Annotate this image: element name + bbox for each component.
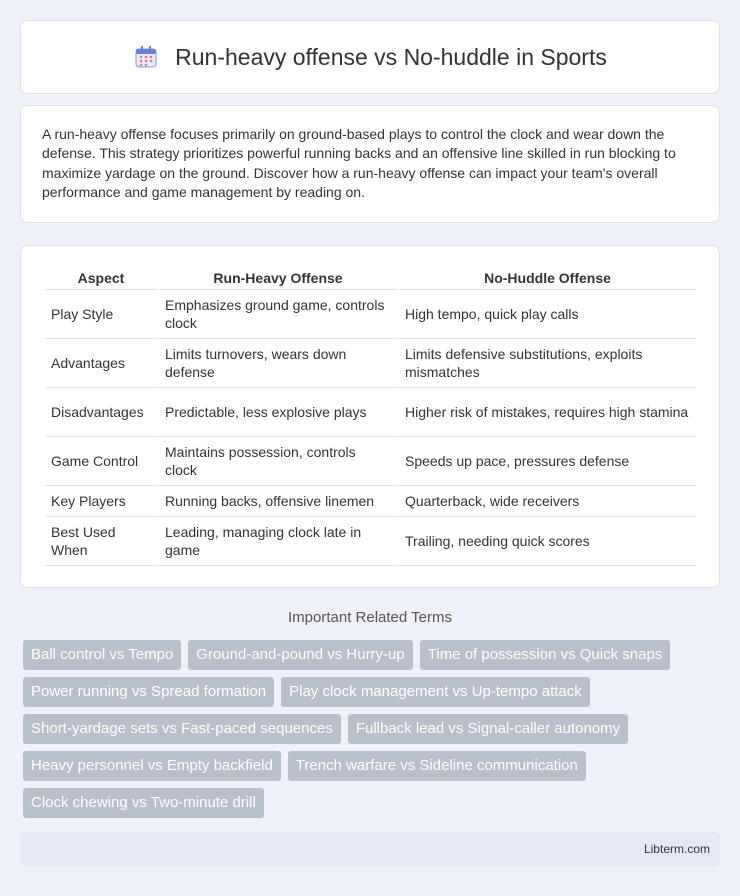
cell-no-huddle: Quarterback, wide receivers [399, 486, 696, 517]
cell-run-heavy: Running backs, offensive linemen [159, 486, 397, 517]
table-header-row [45, 265, 696, 290]
related-terms-title: Important Related Terms [288, 609, 452, 626]
table-row [45, 388, 696, 437]
title-card [20, 20, 720, 94]
related-term-tag[interactable]: Ball control vs Tempo [23, 640, 181, 670]
cell-run-heavy: Emphasizes ground game, controls clock [159, 290, 397, 339]
related-terms-list [23, 640, 723, 825]
cell-run-heavy: Leading, managing clock late in game [159, 517, 397, 566]
footer-site-link[interactable]: Libterm.com [643, 842, 710, 856]
footer [20, 832, 720, 866]
related-term-tag[interactable]: Fullback lead vs Signal-caller autonomy [348, 714, 628, 744]
header-no-huddle: No-Huddle Offense [399, 265, 696, 290]
cell-run-heavy: Predictable, less explosive plays [159, 388, 397, 437]
comparison-card [20, 245, 720, 588]
cell-aspect: Best Used When [45, 517, 157, 566]
table-row [45, 437, 696, 486]
related-term-tag[interactable]: Short-yardage sets vs Fast-paced sequences [23, 714, 341, 744]
cell-aspect: Disadvantages [45, 388, 157, 437]
comparison-table [43, 265, 698, 566]
calendar-icon [133, 44, 159, 70]
cell-aspect: Game Control [45, 437, 157, 486]
cell-no-huddle: High tempo, quick play calls [399, 290, 696, 339]
related-term-tag[interactable]: Trench warfare vs Sideline communication [288, 751, 586, 781]
page-title: Run-heavy offense vs No-huddle in Sports [175, 43, 607, 70]
intro-card [20, 105, 720, 223]
related-term-tag[interactable]: Ground-and-pound vs Hurry-up [188, 640, 412, 670]
related-term-tag[interactable]: Heavy personnel vs Empty backfield [23, 751, 281, 781]
cell-no-huddle: Trailing, needing quick scores [399, 517, 696, 566]
header-run-heavy: Run-Heavy Offense [159, 265, 397, 290]
related-term-tag[interactable]: Clock chewing vs Two-minute drill [23, 788, 264, 818]
cell-aspect: Play Style [45, 290, 157, 339]
cell-aspect: Key Players [45, 486, 157, 517]
table-row [45, 339, 696, 388]
cell-run-heavy: Maintains possession, controls clock [159, 437, 397, 486]
cell-aspect: Advantages [45, 339, 157, 388]
related-term-tag[interactable]: Power running vs Spread formation [23, 677, 274, 707]
table-row [45, 486, 696, 517]
intro-text: A run-heavy offense focuses primarily on ground-based plays to control the clock and wear down the defense. This strategy prioritizes powerful running backs and an offensive line skilled in run blocking to maximize yardage on the ground. Discover how a run-heavy offense can impact your team's overall performance and game management by reading on. [42, 126, 676, 200]
related-term-tag[interactable]: Play clock management vs Up-tempo attack [281, 677, 590, 707]
header-aspect: Aspect [45, 265, 157, 290]
table-row [45, 517, 696, 566]
table-row [45, 290, 696, 339]
related-term-tag[interactable]: Time of possession vs Quick snaps [420, 640, 671, 670]
cell-no-huddle: Higher risk of mistakes, requires high stamina [399, 388, 696, 437]
cell-no-huddle: Speeds up pace, pressures defense [399, 437, 696, 486]
cell-no-huddle: Limits defensive substitutions, exploits mismatches [399, 339, 696, 388]
cell-run-heavy: Limits turnovers, wears down defense [159, 339, 397, 388]
